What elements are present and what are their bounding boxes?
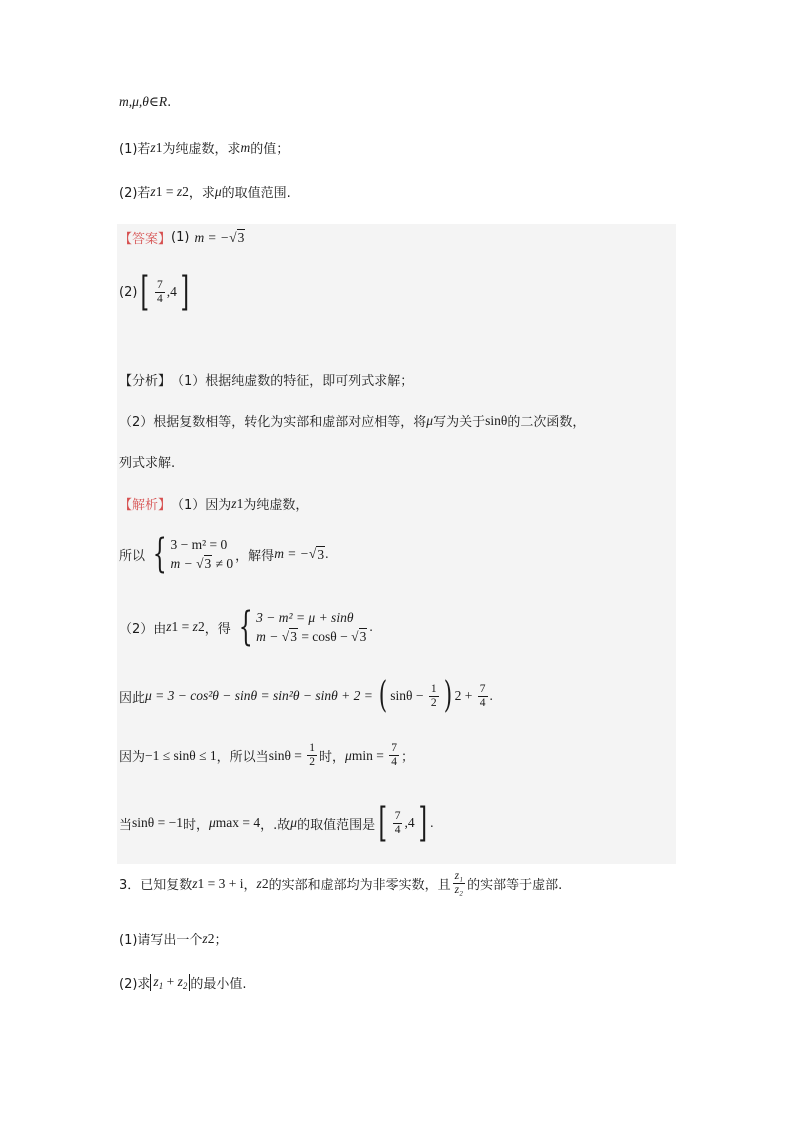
header-end: . [167,94,172,110]
answer-tag: 【答案】 [119,232,172,247]
analysis-line-3: 列式求解. [119,456,176,471]
answer-line-2: (2) [ $\frac{7}{4}$ ,4 ] [119,269,190,315]
solution-line-2: 所以 { 3 − m² = 0 m − √3 ≠ 0 ，解得 m = − √ 3 . [119,531,329,577]
solution-line-6: 当 sinθ = −1 时， μ max = 4 ，.故 μ 的取值范围是 [ $\frac{7}{4}$ ,4 ] . [119,800,434,846]
variables-set: m,μ,θ∈R [119,94,168,109]
solution-tag: 【解析】 [119,498,172,513]
question-1: (1)若 z 1 为纯虚数，求 m 的值； [119,139,290,157]
solution-line-5: 因为 −1 ≤ sinθ ≤ 1 ，所以当 sinθ = $\frac{1}{2}$ 时， μ min = $\frac{7}{4}$ ； [119,742,414,768]
problem-3-question-1: (1)请写出一个 z 2 ； [119,930,228,948]
analysis-line-2: （2）根据复数相等，转化为实部和虚部对应相等，将 μ 写为关于 sinθ 的二次函数， [119,412,586,430]
header-line [119,94,171,110]
solution-line-4: 因此 μ = 3 − cos²θ − sinθ = sin²θ − sinθ + 2 = ( sinθ − $\frac{1}{2}$ ) 2 + $\frac{7}{4}$ . [119,675,493,716]
modulus-expression: $z_1 + z_2$ [150,974,190,991]
problem-3: 3．已知复数 z 1 = 3 + i ， z 2 的实部和虚部均为非零实数，且 $\frac{\text{z₁}}{\text{z₂}}$ 的实部等于虚部. [119,870,563,896]
answer-line-1: 【答案】 (1) m = − √ 3 [119,229,245,247]
analysis-line-1: 【分析】 （1）根据纯虚数的特征，即可列式求解； [119,370,413,389]
analysis-tag: 【分析】 [119,374,172,389]
solution-line-1: 【解析】 （1）因为 z 1 为纯虚数， [119,495,309,513]
question-2: (2)若 z 1 = z 2 ，求 μ 的取值范围. [119,183,291,201]
solution-line-3: （2）由 z 1 = z 2 ，得 { 3 − m² = μ + sinθ m − √3 = cosθ − √3 . [119,604,373,650]
problem-3-question-2: (2)求 $z_1 + z_2$ 的最小值. [119,974,247,992]
